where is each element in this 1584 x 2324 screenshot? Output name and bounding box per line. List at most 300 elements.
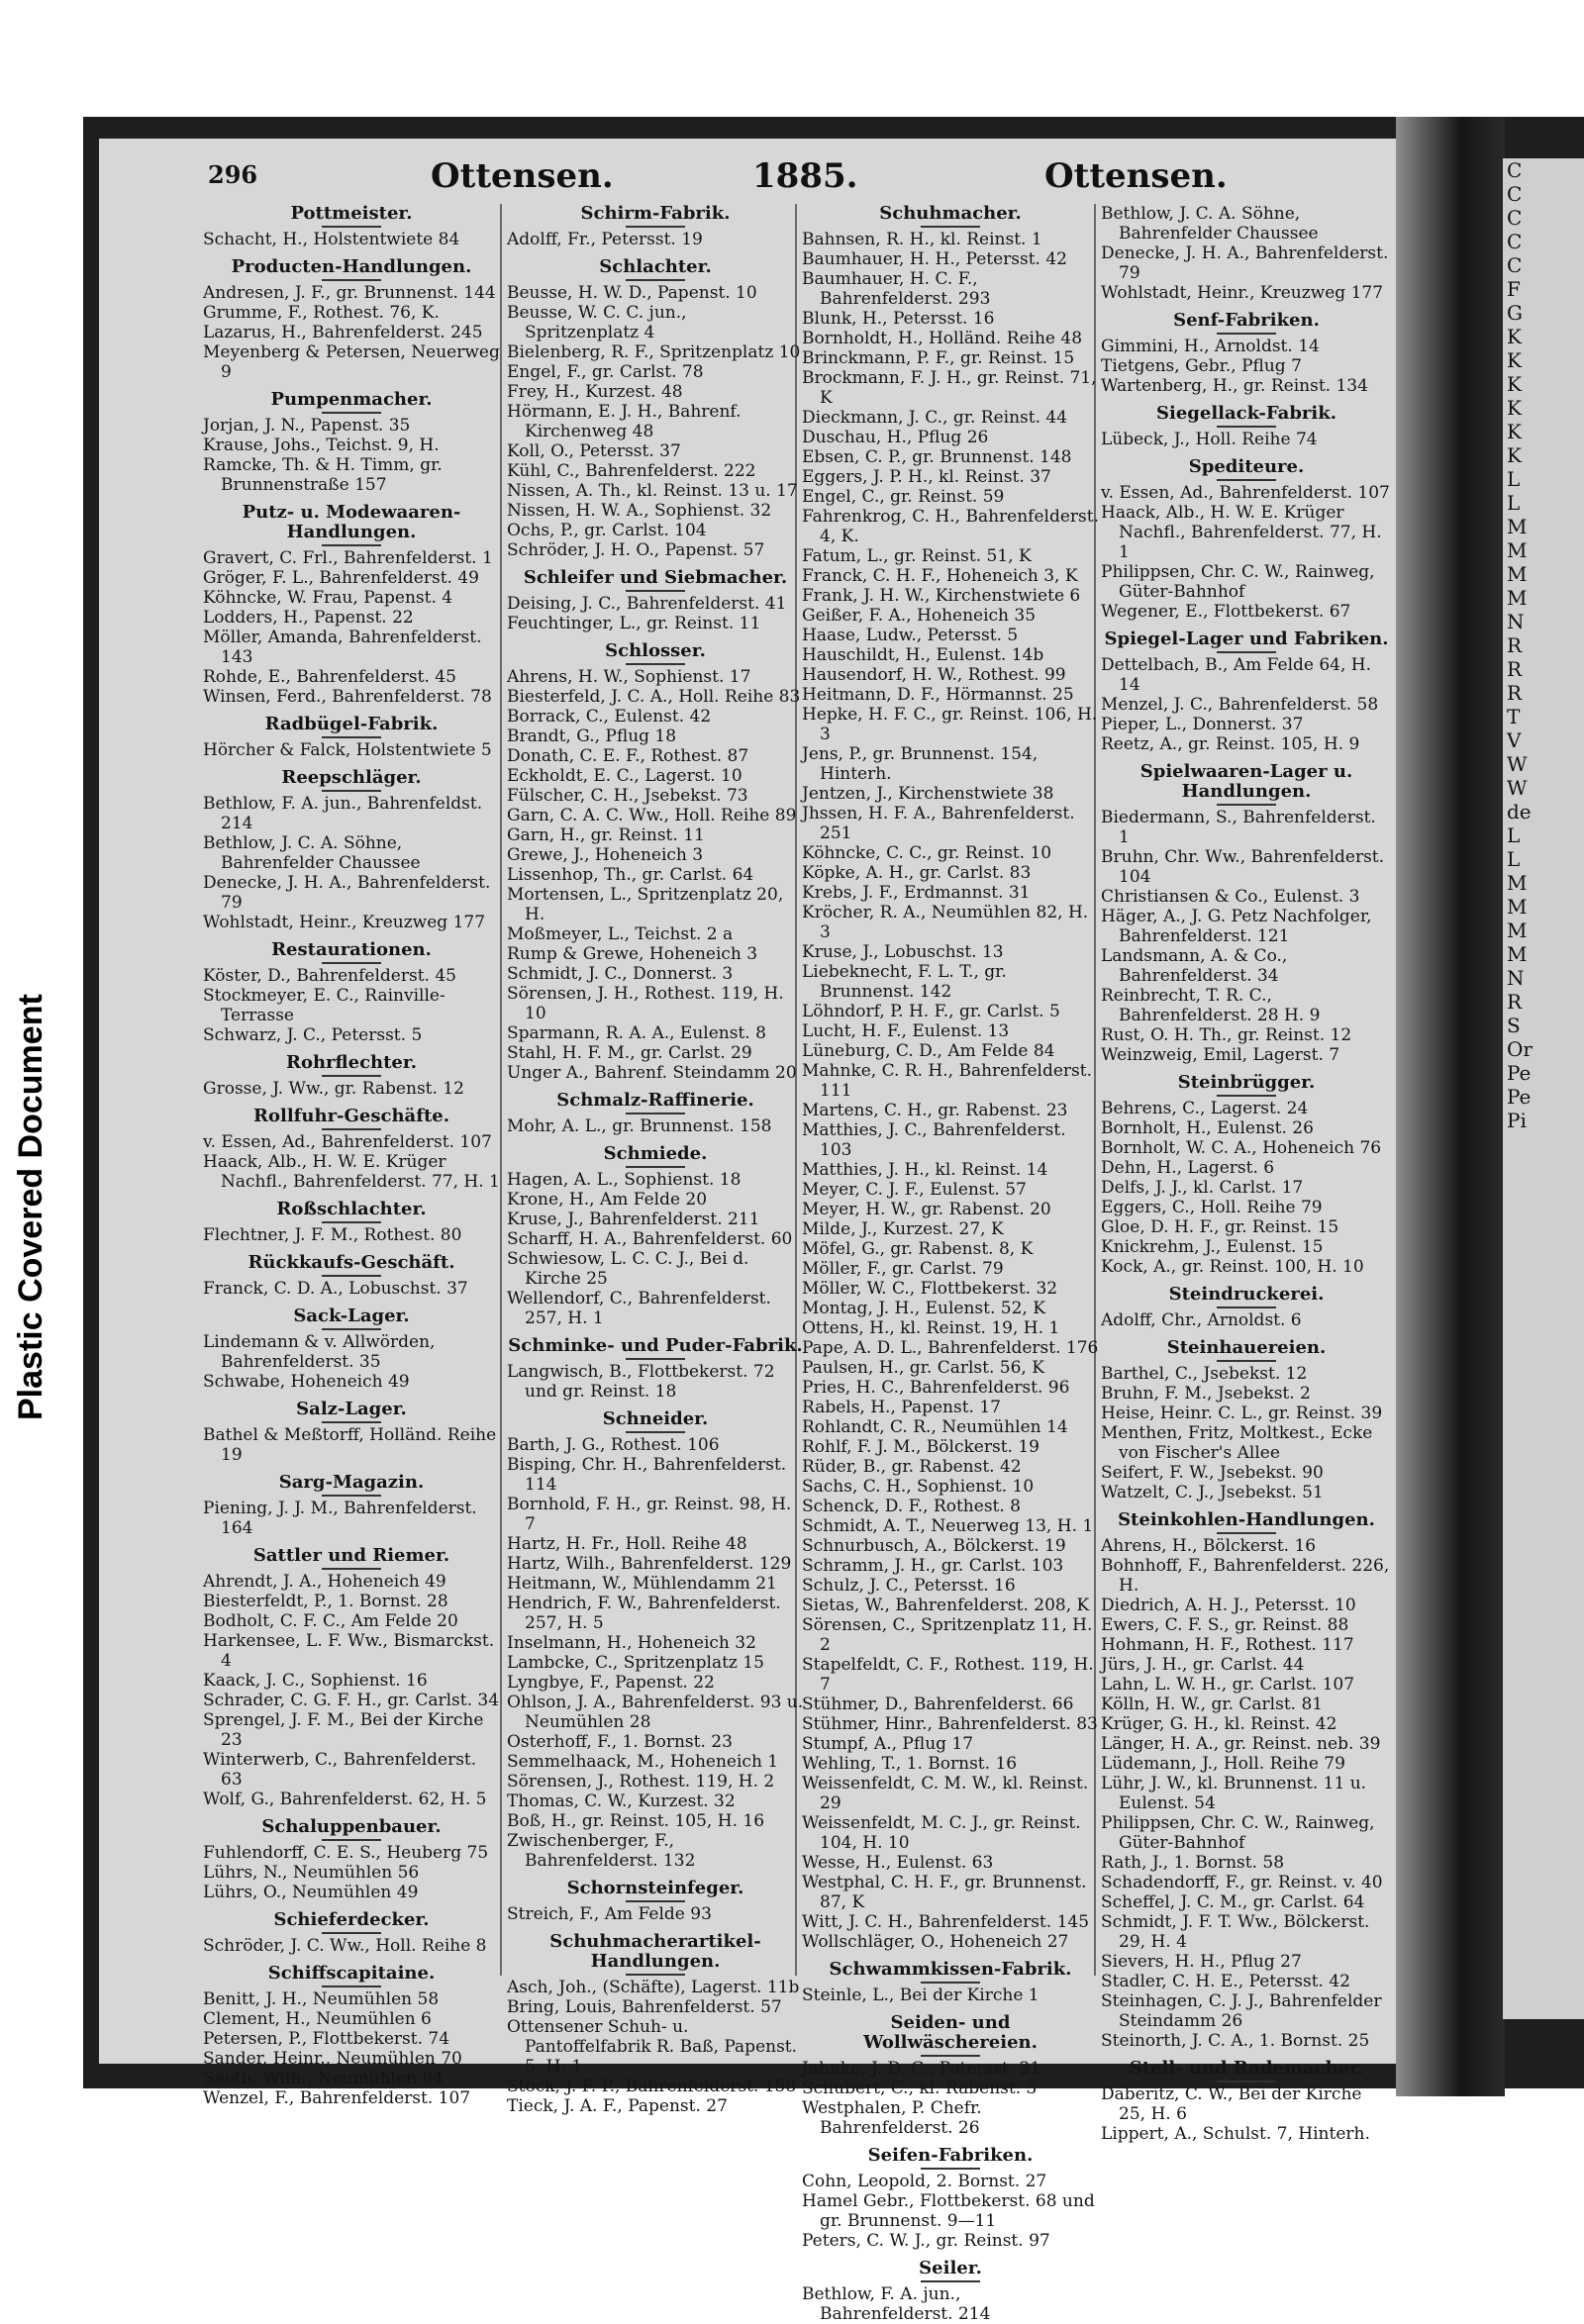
facing-page-fragment: K xyxy=(1507,348,1522,372)
directory-entry: Ewers, C. F. S., gr. Reinst. 88 xyxy=(1101,1615,1349,1635)
section-title: Pumpenmacher. xyxy=(203,390,500,414)
directory-entry: Philippsen, Chr. C. W., Rainweg, Güter-Bahnhof xyxy=(1101,1813,1375,1853)
directory-entry: Fuhlendorff, C. E. S., Heuberg 75 xyxy=(203,1843,489,1863)
directory-section xyxy=(1101,1510,1392,2051)
directory-entry: Tieck, J. A. F., Papenst. 27 xyxy=(507,2096,728,2116)
directory-entry: Wollschläger, O., Hoheneich 27 xyxy=(802,1932,1069,1952)
directory-entry: Kaack, J. C., Sophienst. 16 xyxy=(203,1671,428,1691)
directory-entry: Schmidt, J. C., Donnerst. 3 xyxy=(507,964,734,984)
directory-section xyxy=(203,503,500,707)
directory-section xyxy=(1101,311,1392,396)
directory-entry: Zwischenberger, F., Bahrenfelderst. 132 xyxy=(507,1831,696,1871)
directory-entry: Behrens, C., Lagerst. 24 xyxy=(1101,1099,1309,1118)
section-title: Siegellack-Fabrik. xyxy=(1101,404,1392,428)
facing-page-fragment: K xyxy=(1507,396,1522,420)
facing-page-fragment: C xyxy=(1507,206,1523,230)
directory-entry: Lissenhop, Th., gr. Carlst. 64 xyxy=(507,865,754,885)
directory-section xyxy=(203,1200,500,1245)
directory-entry: Witt, J. C. H., Bahrenfelderst. 145 xyxy=(802,1912,1090,1932)
directory-entry: Bornhold, F. H., gr. Reinst. 98, H. 7 xyxy=(507,1495,792,1534)
directory-section xyxy=(507,204,804,249)
directory-entry: Sander, Heinr., Neumühlen 70 xyxy=(203,2049,462,2069)
directory-entry: Franck, C. D. A., Lobuschst. 37 xyxy=(203,1279,468,1299)
section-title: Schieferdecker. xyxy=(203,1910,500,1934)
directory-entry: Wenzel, F., Bahrenfelderst. 107 xyxy=(203,2088,471,2108)
section-title: Seiler. xyxy=(802,2259,1099,2282)
directory-entry: Hausendorf, H. W., Rothest. 99 xyxy=(802,665,1066,685)
facing-page-fragment: Pe xyxy=(1507,1085,1532,1109)
section-title: Pottmeister. xyxy=(203,204,500,228)
directory-entry: Mahnke, C. R. H., Bahrenfelderst. 111 xyxy=(802,1061,1092,1101)
directory-entry: Schenck, D. F., Rothest. 8 xyxy=(802,1497,1021,1516)
directory-entry: Harkensee, L. F. Ww., Bismarckst. 4 xyxy=(203,1631,495,1671)
directory-entry: Sörensen, C., Spritzenplatz 11, H. 2 xyxy=(802,1615,1093,1655)
directory-section xyxy=(507,257,804,560)
directory-section xyxy=(203,257,500,382)
directory-entry: Garn, C. A. C. Ww., Holl. Reihe 89 xyxy=(507,806,797,825)
facing-page-fragment: K xyxy=(1507,325,1522,348)
directory-entry: Moßmeyer, L., Teichst. 2 a xyxy=(507,924,734,944)
section-title: Restaurationen. xyxy=(203,940,500,964)
directory-entry: Hamel Gebr., Flottbekerst. 68 und gr. Brunnenst. 9—11 xyxy=(802,2191,1095,2231)
directory-section xyxy=(802,2146,1099,2251)
directory-entry: Flechtner, J. F. M., Rothest. 80 xyxy=(203,1225,462,1245)
directory-entry: Inselmann, H., Hoheneich 32 xyxy=(507,1633,756,1653)
directory-entry: Stumpf, A., Pflug 17 xyxy=(802,1734,974,1754)
directory-entry: Lübeck, J., Holl. Reihe 74 xyxy=(1101,430,1318,449)
section-title: Sarg-Magazin. xyxy=(203,1473,500,1497)
facing-page-fragment: N xyxy=(1507,966,1525,990)
directory-entry: Baumhauer, H. C. F., Bahrenfelderst. 293 xyxy=(802,269,991,309)
directory-section xyxy=(507,641,804,1083)
directory-section xyxy=(203,1817,500,1902)
directory-entry: Möfel, G., gr. Rabenst. 8, K xyxy=(802,1239,1034,1259)
directory-entry: Streich, F., Am Felde 93 xyxy=(507,1904,712,1924)
directory-entry: Kruse, J., Bahrenfelderst. 211 xyxy=(507,1210,760,1229)
directory-entry: Scheffel, J. C. M., gr. Carlst. 64 xyxy=(1101,1892,1365,1912)
directory-entry: Länger, H. A., gr. Reinst. neb. 39 xyxy=(1101,1734,1381,1754)
directory-entry: Petersen, P., Flottbekerst. 74 xyxy=(203,2029,450,2049)
directory-entry: Fülscher, C. H., Jsebekst. 73 xyxy=(507,786,748,806)
section-title: Schuhmacherartikel-Handlungen. xyxy=(507,1932,804,1976)
directory-entry: Nissen, H. W. A., Sophienst. 32 xyxy=(507,501,772,521)
facing-page-fragment: M xyxy=(1507,919,1528,942)
directory-entry: Kruse, J., Lobuschst. 13 xyxy=(802,942,1004,962)
directory-entry: Watzelt, C. J., Jsebekst. 51 xyxy=(1101,1483,1324,1502)
directory-entry: Geißer, F. A., Hoheneich 35 xyxy=(802,606,1037,626)
directory-entry: Schmidt, J. F. T. Ww., Bölckerst. 29, H. 4 xyxy=(1101,1912,1370,1952)
directory-entry: Hörmann, E. J. H., Bahrenf. Kirchenweg 48 xyxy=(507,402,742,441)
directory-entry: Lührs, N., Neumühlen 56 xyxy=(203,1863,420,1883)
directory-entry: Schrader, C. G. F. H., gr. Carlst. 34 xyxy=(203,1691,500,1710)
directory-entry: Schwabe, Hoheneich 49 xyxy=(203,1372,410,1392)
directory-column-3 xyxy=(802,203,1099,2324)
directory-entry: Hendrich, F. W., Bahrenfelderst. 257, H. 5 xyxy=(507,1594,781,1633)
facing-page-fragment: C xyxy=(1507,230,1523,253)
directory-entry: Haack, Alb., H. W. E. Krüger Nachfl., Bahrenfelderst. 77, H. 1 xyxy=(1101,503,1382,562)
directory-entry: Garn, H., gr. Reinst. 11 xyxy=(507,825,705,845)
directory-entry: Deising, J. C., Bahrenfelderst. 41 xyxy=(507,594,787,614)
directory-entry: Ebsen, C. P., gr. Brunnenst. 148 xyxy=(802,447,1072,467)
directory-entry: Matthies, J. H., kl. Reinst. 14 xyxy=(802,1160,1048,1180)
directory-section xyxy=(1101,2059,1392,2144)
directory-section xyxy=(802,2259,1099,2324)
directory-entry: Langwisch, B., Flottbekerst. 72 und gr. Reinst. 18 xyxy=(507,1362,775,1402)
directory-section xyxy=(507,1144,804,1328)
directory-entry: Sparmann, R. A. A., Eulenst. 8 xyxy=(507,1023,766,1043)
directory-entry: Wohlstadt, Heinr., Kreuzweg 177 xyxy=(1101,283,1384,303)
directory-entry: Möller, W. C., Flottbekerst. 32 xyxy=(802,1279,1058,1299)
section-title: Schornsteinfeger. xyxy=(507,1879,804,1902)
section-title: Schiffscapitaine. xyxy=(203,1964,500,1987)
section-title: Rückkaufs-Geschäft. xyxy=(203,1253,500,1277)
directory-entry: Engel, F., gr. Carlst. 78 xyxy=(507,362,704,382)
directory-entry: Dehn, H., Lagerst. 6 xyxy=(1101,1158,1275,1178)
section-title: Rollfuhr-Geschäfte. xyxy=(203,1107,500,1130)
directory-entry: Haack, Alb., H. W. E. Krüger Nachfl., Bahrenfelderst. 77, H. 1 xyxy=(203,1152,500,1192)
directory-entry: Jahnke, J. D. C., Petersst. 21 xyxy=(802,2059,1041,2079)
directory-entry: Schwarz, J. C., Petersst. 5 xyxy=(203,1025,423,1045)
page-number: 296 xyxy=(208,160,258,189)
directory-entry: Bisping, Chr. H., Bahrenfelderst. 114 xyxy=(507,1455,787,1495)
directory-section xyxy=(1101,1338,1392,1502)
directory-entry: Bornholdt, H., Holländ. Reihe 48 xyxy=(802,329,1083,348)
directory-entry: Engel, C., gr. Reinst. 59 xyxy=(802,487,1005,507)
directory-entry: Köpke, A. H., gr. Carlst. 83 xyxy=(802,863,1032,883)
section-title: Seifen-Fabriken. xyxy=(802,2146,1099,2170)
directory-entry: Sievers, H. H., Pflug 27 xyxy=(1101,1952,1302,1972)
directory-entry: Möller, Amanda, Bahrenfelderst. 143 xyxy=(203,628,482,667)
directory-entry: Boß, H., gr. Reinst. 105, H. 16 xyxy=(507,1811,765,1831)
directory-entry: Clement, H., Neumühlen 6 xyxy=(203,2009,432,2029)
directory-entry: Thomas, C. W., Kurzest. 32 xyxy=(507,1791,736,1811)
directory-entry: Wellendorf, C., Bahrenfelderst. 257, H. 1 xyxy=(507,1289,771,1328)
directory-section xyxy=(203,1964,500,2108)
directory-entry: Knickrehm, J., Eulenst. 15 xyxy=(1101,1237,1324,1257)
directory-entry: Schubert, C., kl. Rabenst. 3 xyxy=(802,2079,1038,2098)
directory-entry: Löhndorf, P. H. F., gr. Carlst. 5 xyxy=(802,1002,1060,1021)
directory-section xyxy=(203,390,500,495)
directory-entry: Brinckmann, P. F., gr. Reinst. 15 xyxy=(802,348,1075,368)
directory-entry: Krone, H., Am Felde 20 xyxy=(507,1190,708,1210)
directory-entry: Pries, H. C., Bahrenfelderst. 96 xyxy=(802,1378,1070,1398)
directory-entry: Gloe, D. H. F., gr. Reinst. 15 xyxy=(1101,1217,1339,1237)
section-title: Schirm-Fabrik. xyxy=(507,204,804,228)
directory-entry: Reetz, A., gr. Reinst. 105, H. 9 xyxy=(1101,734,1360,754)
directory-entry: Fahrenkrog, C. H., Bahrenfelderst. 4, K. xyxy=(802,507,1099,546)
directory-entry: Weissenfeldt, C. M. W., kl. Reinst. 29 xyxy=(802,1774,1089,1813)
facing-page-fragment: R xyxy=(1507,990,1523,1014)
directory-entry: Ahrendt, J. A., Hoheneich 49 xyxy=(203,1572,446,1592)
directory-entry: Brandt, G., Pflug 18 xyxy=(507,726,677,746)
facing-page-fragment: R xyxy=(1507,633,1523,657)
directory-entry: Adolff, Fr., Petersst. 19 xyxy=(507,230,703,249)
directory-entry: Borrack, C., Eulenst. 42 xyxy=(507,707,712,726)
directory-entry: Milde, J., Kurzest. 27, K xyxy=(802,1219,1004,1239)
directory-entry: Meyer, C. J. F., Eulenst. 57 xyxy=(802,1180,1027,1200)
section-title: Spiegel-Lager und Fabriken. xyxy=(1101,629,1392,653)
directory-entry: Krause, Johs., Teichst. 9, H. xyxy=(203,436,440,455)
directory-entry: Frey, H., Kurzest. 48 xyxy=(507,382,683,402)
directory-entry: Frank, J. H. W., Kirchenstwiete 6 xyxy=(802,586,1081,606)
directory-section xyxy=(203,1253,500,1299)
directory-section xyxy=(203,1053,500,1099)
facing-page-fragment: M xyxy=(1507,895,1528,919)
facing-page-fragment: C xyxy=(1507,182,1523,206)
directory-entry: Ottensener Schuh- u. Pantoffelfabrik R. Baß, Papenst. 5, H. 1 xyxy=(507,2017,798,2077)
directory-entry: Rath, J., 1. Bornst. 58 xyxy=(1101,1853,1285,1873)
directory-entry: Wesse, H., Eulenst. 63 xyxy=(802,1853,994,1873)
facing-page-fragment: R xyxy=(1507,657,1523,681)
directory-entry: Krüger, G. H., kl. Reinst. 42 xyxy=(1101,1714,1337,1734)
directory-entry: Duschau, H., Pflug 26 xyxy=(802,428,989,447)
directory-section xyxy=(203,204,500,249)
directory-entry: Sachs, C. H., Sophienst. 10 xyxy=(802,1477,1035,1497)
directory-entry: Ochs, P., gr. Carlst. 104 xyxy=(507,521,707,540)
directory-entry: Denecke, J. H. A., Bahrenfelderst. 79 xyxy=(1101,243,1389,283)
facing-page-fragment: C xyxy=(1507,253,1523,277)
directory-entry: Barth, J. G., Rothest. 106 xyxy=(507,1435,720,1455)
facing-page-fragment: M xyxy=(1507,562,1528,586)
directory-entry: Landsmann, A. & Co., Bahrenfelderst. 34 xyxy=(1101,946,1288,986)
directory-entry: Jhssen, H. F. A., Bahrenfelderst. 251 xyxy=(802,804,1075,843)
directory-entry: Schacht, H., Holstentwiete 84 xyxy=(203,230,460,249)
directory-entry: Westphalen, P. Chefr. Bahrenfelderst. 26 xyxy=(802,2098,982,2138)
facing-page-fragment: L xyxy=(1507,847,1521,871)
directory-entry: Peters, C. W. J., gr. Reinst. 97 xyxy=(802,2231,1050,2251)
directory-section xyxy=(203,1546,500,1809)
directory-entry: Sörensen, J., Rothest. 119, H. 2 xyxy=(507,1772,775,1791)
directory-entry: Weinzweig, Emil, Lagerst. 7 xyxy=(1101,1045,1340,1065)
section-title: Schmiede. xyxy=(507,1144,804,1168)
directory-entry: Hohmann, H. F., Rothest. 117 xyxy=(1101,1635,1354,1655)
directory-entry: Schmidt, A. T., Neuerweg 13, H. 1 xyxy=(802,1516,1094,1536)
header-left-title: Ottensen. xyxy=(431,156,614,196)
directory-section xyxy=(507,1091,804,1136)
directory-entry: Lazarus, H., Bahrenfelderst. 245 xyxy=(203,323,483,342)
directory-entry: Bethlow, F. A. jun., Bahrenfelderst. 214 xyxy=(802,2284,991,2324)
directory-entry: Hartz, Wilh., Bahrenfelderst. 129 xyxy=(507,1554,792,1574)
side-label: Plastic Covered Document xyxy=(12,994,50,1420)
facing-page-fragment: de xyxy=(1507,800,1532,823)
directory-entry: Meyenberg & Petersen, Neuerweg 9 xyxy=(203,342,500,382)
directory-section xyxy=(507,1409,804,1871)
directory-entry: Heitmann, D. F., Hörmannst. 25 xyxy=(802,685,1074,705)
directory-entry: Denecke, J. H. A., Bahrenfelderst. 79 xyxy=(203,873,491,913)
directory-entry: Schadendorff, F., gr. Reinst. v. 40 xyxy=(1101,1873,1383,1892)
facing-page-fragment: M xyxy=(1507,586,1528,610)
section-title: Steinhauereien. xyxy=(1101,1338,1392,1362)
directory-entry: Brockmann, F. J. H., gr. Reinst. 71, K xyxy=(802,368,1097,408)
directory-entry: Winterwerb, C., Bahrenfelderst. 63 xyxy=(203,1750,477,1790)
directory-entry: Schnurbusch, A., Bölckerst. 19 xyxy=(802,1536,1066,1556)
directory-entry: Ahrens, H., Bölckerst. 16 xyxy=(1101,1536,1317,1556)
facing-page-fragment: Or xyxy=(1507,1037,1533,1061)
directory-section xyxy=(1101,762,1392,1065)
directory-entry: Pape, A. D. L., Bahrenfelderst. 176 xyxy=(802,1338,1099,1358)
directory-entry: Rohlf, F. J. M., Bölckerst. 19 xyxy=(802,1437,1040,1457)
header-year: 1885. xyxy=(752,156,858,196)
facing-page-fragment: F xyxy=(1507,277,1521,301)
directory-column-1 xyxy=(203,203,500,2108)
directory-entry: Fatum, L., gr. Reinst. 51, K xyxy=(802,546,1032,566)
directory-entry: Jorjan, J. N., Papenst. 35 xyxy=(203,416,411,436)
directory-entry: Kröcher, R. A., Neumühlen 82, H. 3 xyxy=(802,903,1089,942)
directory-entry: Sprengel, J. F. M., Bei der Kirche 23 xyxy=(203,1710,484,1750)
directory-entry: Köhncke, W. Frau, Papenst. 4 xyxy=(203,588,453,608)
section-title: Schlachter. xyxy=(507,257,804,281)
page-header xyxy=(203,156,1381,204)
section-title: Seiden- und Wollwäschereien. xyxy=(802,2013,1099,2057)
facing-page-fragment: M xyxy=(1507,942,1528,966)
directory-entry: Bethlow, J. C. A. Söhne, Bahrenfelder Chaussee xyxy=(203,833,421,873)
directory-entry: Grumme, F., Rothest. 76, K. xyxy=(203,303,440,323)
directory-entry: Beusse, W. C. C. jun., Spritzenplatz 4 xyxy=(507,303,687,342)
directory-entry: Lambcke, C., Spritzenplatz 15 xyxy=(507,1653,764,1673)
section-title: Senf-Fabriken. xyxy=(1101,311,1392,335)
directory-entry: Wolf, G., Bahrenfelderst. 62, H. 5 xyxy=(203,1790,487,1809)
directory-entry: v. Essen, Ad., Bahrenfelderst. 107 xyxy=(1101,483,1390,503)
directory-entry: Mortensen, L., Spritzenplatz 20, H. xyxy=(507,885,784,924)
directory-entry: Rabels, H., Papenst. 17 xyxy=(802,1398,1001,1417)
directory-entry: Bethlow, F. A. jun., Bahrenfeldst. 214 xyxy=(203,794,483,833)
directory-entry: Seifert, F. W., Jsebekst. 90 xyxy=(1101,1463,1324,1483)
directory-section xyxy=(802,2013,1099,2138)
directory-entry: Schramm, J. H., gr. Carlst. 103 xyxy=(802,1556,1064,1576)
facing-page-fragment: W xyxy=(1507,752,1528,776)
directory-entry: Häger, A., J. G. Petz Nachfolger, Bahrenfelderst. 121 xyxy=(1101,907,1372,946)
section-title: Radbügel-Fabrik. xyxy=(203,715,500,738)
section-title: Steinkohlen-Handlungen. xyxy=(1101,1510,1392,1534)
facing-page-fragment: K xyxy=(1507,372,1522,396)
directory-section xyxy=(1101,1073,1392,1277)
directory-entry: Stühmer, D., Bahrenfelderst. 66 xyxy=(802,1695,1074,1714)
directory-entry: v. Essen, Ad., Bahrenfelderst. 107 xyxy=(203,1132,492,1152)
directory-section xyxy=(203,1107,500,1192)
directory-entry: Kock, A., gr. Reinst. 100, H. 10 xyxy=(1101,1257,1364,1277)
facing-page-fragment: T xyxy=(1507,705,1521,728)
directory-entry: Bring, Louis, Bahrenfelderst. 57 xyxy=(507,1997,782,2017)
facing-page-fragment: Pe xyxy=(1507,1061,1532,1085)
facing-page-fragment: M xyxy=(1507,515,1528,538)
facing-page-fragment: R xyxy=(1507,681,1523,705)
directory-entry: Eggers, J. P. H., kl. Reinst. 37 xyxy=(802,467,1051,487)
section-title: Producten-Handlungen. xyxy=(203,257,500,281)
section-title: Schneider. xyxy=(507,1409,804,1433)
directory-entry: Menthen, Fritz, Moltkest., Ecke von Fischer's Allee xyxy=(1101,1423,1373,1463)
directory-section xyxy=(203,715,500,760)
directory-entry: Hartz, H. Fr., Holl. Reihe 48 xyxy=(507,1534,747,1554)
directory-entry: Martens, C. H., gr. Rabenst. 23 xyxy=(802,1101,1068,1120)
directory-entry: Rohde, E., Bahrenfelderst. 45 xyxy=(203,667,456,687)
directory-entry: Stockmeyer, E. C., Rainville-Terrasse xyxy=(203,986,446,1025)
directory-entry: Krebs, J. F., Erdmannst. 31 xyxy=(802,883,1031,903)
directory-entry: Ahrens, H. W., Sophienst. 17 xyxy=(507,667,751,687)
directory-entry: Bahnsen, R. H., kl. Reinst. 1 xyxy=(802,230,1042,249)
directory-entry: Schröder, J. C. Ww., Holl. Reihe 8 xyxy=(203,1936,487,1956)
section-title: Schleifer und Siebmacher. xyxy=(507,568,804,592)
facing-page-fragment: K xyxy=(1507,443,1522,467)
facing-page-fragment: M xyxy=(1507,538,1528,562)
directory-entry: Scharff, H. A., Bahrenfelderst. 60 xyxy=(507,1229,793,1249)
facing-page-fragment: K xyxy=(1507,420,1522,443)
directory-entry: Däberitz, C. W., Bei der Kirche 25, H. 6 xyxy=(1101,2084,1362,2124)
facing-page-fragment: Pi xyxy=(1507,1109,1527,1132)
directory-column-2 xyxy=(507,203,804,2116)
section-title: Schwammkissen-Fabrik. xyxy=(802,1960,1099,1984)
directory-entry: Lühr, J. W., kl. Brunnenst. 11 u. Eulenst. 54 xyxy=(1101,1774,1367,1813)
directory-entry: Rohlandt, C. R., Neumühlen 14 xyxy=(802,1417,1068,1437)
directory-section xyxy=(203,1307,500,1392)
directory-entry: Bornholt, H., Eulenst. 26 xyxy=(1101,1118,1314,1138)
directory-entry: Delfs, J. J., kl. Carlst. 17 xyxy=(1101,1178,1304,1198)
facing-page-fragment: M xyxy=(1507,871,1528,895)
directory-entry: Köhncke, C. C., gr. Reinst. 10 xyxy=(802,843,1052,863)
directory-entry: Lodders, H., Papenst. 22 xyxy=(203,608,414,628)
directory-entry: Lyngbye, F., Papenst. 22 xyxy=(507,1673,715,1693)
directory-entry: Rump & Grewe, Hoheneich 3 xyxy=(507,944,758,964)
directory-entry: Semmelhaack, M., Hoheneich 1 xyxy=(507,1752,779,1772)
directory-section xyxy=(203,1473,500,1538)
section-title: Schmalz-Raffinerie. xyxy=(507,1091,804,1114)
directory-entry: Franck, C. H. F., Hoheneich 3, K xyxy=(802,566,1078,586)
directory-entry: Cohn, Leopold, 2. Bornst. 27 xyxy=(802,2172,1047,2191)
directory-entry: Donath, C. E. F., Rothest. 87 xyxy=(507,746,749,766)
directory-entry: Reinbrecht, T. R. C., Bahrenfelderst. 28 H. 9 xyxy=(1101,986,1321,1025)
directory-section xyxy=(1101,404,1392,449)
directory-section xyxy=(1101,457,1392,622)
directory-entry: Ohlson, J. A., Bahrenfelderst. 93 u. Neumühlen 28 xyxy=(507,1693,804,1732)
directory-section xyxy=(203,1400,500,1465)
directory-entry: Lührs, O., Neumühlen 49 xyxy=(203,1883,419,1902)
directory-entry: Grosse, J. Ww., gr. Rabenst. 12 xyxy=(203,1079,464,1099)
header-right-title: Ottensen. xyxy=(1044,156,1228,196)
directory-entry: Hörcher & Falck, Holstentwiete 5 xyxy=(203,740,492,760)
directory-entry: Liebeknecht, F. L. T., gr. Brunnenst. 142 xyxy=(802,962,1007,1002)
directory-entry: Lucht, H. F., Eulenst. 13 xyxy=(802,1021,1010,1041)
directory-entry: Haase, Ludw., Petersst. 5 xyxy=(802,626,1019,645)
directory-entry: Dieckmann, J. C., gr. Reinst. 44 xyxy=(802,408,1068,428)
directory-section xyxy=(507,568,804,633)
directory-entry: Westphal, C. H. F., gr. Brunnenst. 87, K xyxy=(802,1873,1087,1912)
directory-entry: Stühmer, Hinr., Bahrenfelderst. 83 xyxy=(802,1714,1098,1734)
directory-entry: Montag, J. H., Eulenst. 52, K xyxy=(802,1299,1045,1318)
section-title: Schaluppenbauer. xyxy=(203,1817,500,1841)
section-title: Schminke- und Puder-Fabrik. xyxy=(507,1336,804,1360)
section-title: Reepschläger. xyxy=(203,768,500,792)
directory-entry: Biesterfeld, J. C. A., Holl. Reihe 83 xyxy=(507,687,801,707)
directory-section xyxy=(1101,629,1392,754)
directory-entry: Steinorth, J. C. A., 1. Bornst. 25 xyxy=(1101,2031,1370,2051)
directory-section xyxy=(1101,1285,1392,1330)
directory-entry: Hagen, A. L., Sophienst. 18 xyxy=(507,1170,742,1190)
directory-entry: Tietgens, Gebr., Pflug 7 xyxy=(1101,356,1302,376)
directory-entry: Biedermann, S., Bahrenfelderst. 1 xyxy=(1101,808,1376,847)
directory-entry: Lippert, A., Schulst. 7, Hinterh. xyxy=(1101,2124,1370,2144)
facing-page-fragment: L xyxy=(1507,823,1521,847)
directory-entry: Dettelbach, B., Am Felde 64, H. 14 xyxy=(1101,655,1372,695)
directory-entry: Bruhn, Chr. Ww., Bahrenfelderst. 104 xyxy=(1101,847,1385,887)
directory-entry: Bornholt, W. C. A., Hoheneich 76 xyxy=(1101,1138,1382,1158)
directory-entry: Ramcke, Th. & H. Timm, gr. Brunnenstraße 157 xyxy=(203,455,443,495)
directory-section xyxy=(507,1932,804,2116)
book-gutter xyxy=(1396,117,1505,2096)
directory-entry: Bohnhoff, F., Bahrenfelderst. 226, H. xyxy=(1101,1556,1390,1596)
directory-entry: Stahl, H. F. M., gr. Carlst. 29 xyxy=(507,1043,752,1063)
facing-page-fragment: V xyxy=(1507,728,1522,752)
directory-entry: Philippsen, Chr. C. W., Rainweg, Güter-Bahnhof xyxy=(1101,562,1375,602)
directory-entry: Barthel, C., Jsebekst. 12 xyxy=(1101,1364,1308,1384)
